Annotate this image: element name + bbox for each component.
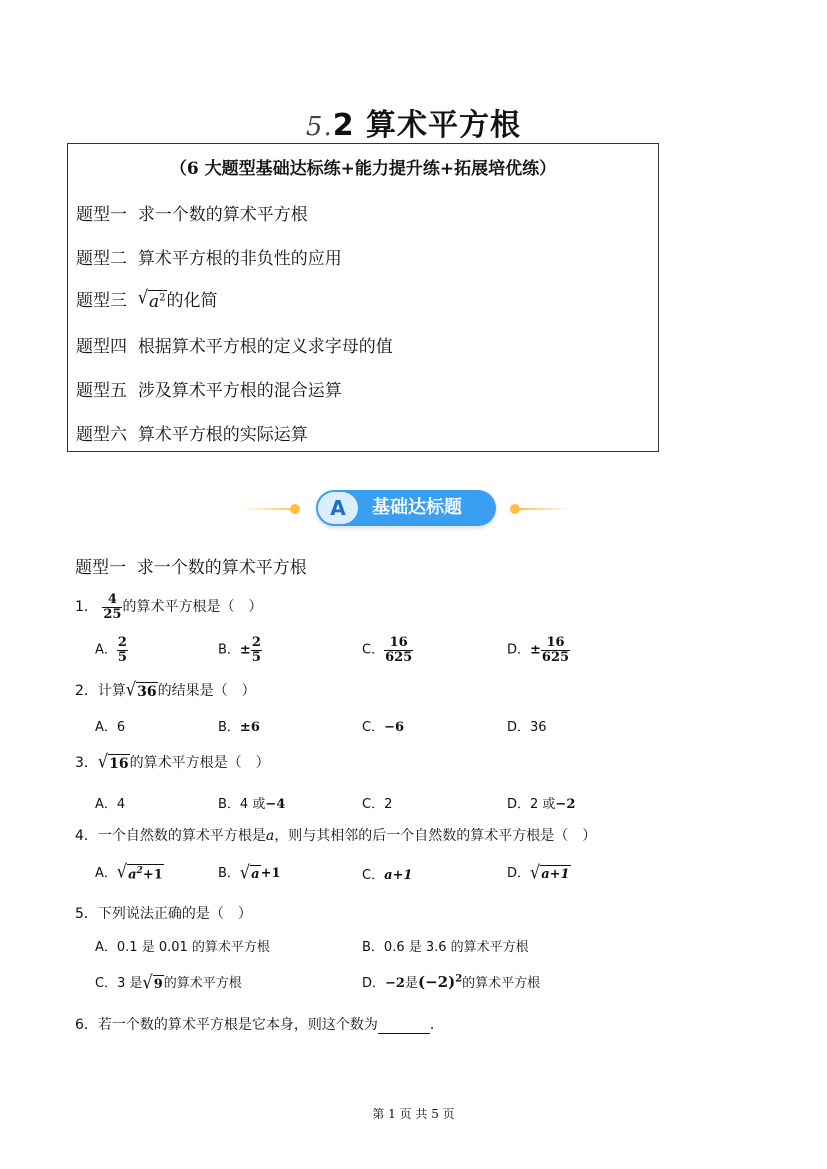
option-label: D．: [507, 866, 531, 881]
option-value: a+1: [384, 868, 413, 883]
title-number: 5.: [305, 112, 333, 142]
option-label: B．: [218, 866, 240, 881]
option-value: −2: [385, 976, 405, 991]
question-prefix: 计算: [97, 683, 126, 699]
question-number: 6．: [75, 1017, 98, 1033]
sqrt-expression: √ $a^2+1$: [116, 860, 163, 883]
radicand: 9: [153, 977, 163, 992]
variable: a: [265, 828, 275, 844]
fraction: [251, 636, 262, 664]
question-number: 4．: [75, 828, 98, 844]
type-label: 题型一: [76, 205, 127, 225]
q3-option-b[interactable]: [218, 793, 285, 812]
radicand: a+1: [541, 867, 570, 882]
radicand: 16: [109, 756, 129, 772]
banner-line-right: [518, 508, 570, 510]
option-label: C．3 是: [95, 976, 143, 991]
question-number: 3．: [75, 755, 98, 771]
type-text: 求一个数的算术平方根: [137, 205, 308, 225]
addend: +1: [142, 867, 163, 883]
question-2: [75, 680, 256, 700]
radicand: a: [251, 867, 260, 882]
q3-option-d[interactable]: [507, 793, 575, 812]
q2-option-b[interactable]: [218, 716, 260, 735]
option-label: C．: [362, 642, 385, 658]
denominator: 625: [385, 649, 413, 665]
option-text: 是: [404, 976, 418, 991]
summary-type-2: [76, 244, 342, 269]
question-number: 1．: [75, 599, 98, 616]
type-label: 题型二: [76, 249, 127, 269]
fraction: [102, 593, 122, 621]
q4-option-c[interactable]: [362, 864, 412, 883]
option-label: C．: [362, 720, 385, 735]
section-banner: [240, 488, 570, 530]
q5-option-d[interactable]: [362, 972, 540, 991]
summary-type-3: [76, 286, 218, 312]
type-text: 算术平方根的非负性的应用: [137, 249, 342, 269]
option-text: 的算术平方根: [462, 976, 541, 991]
question-5: [75, 903, 252, 923]
question-end: ．: [429, 1017, 444, 1033]
summary-type-5: [76, 376, 342, 401]
numerator: 2: [251, 635, 261, 650]
question-text: 的结果是（ ）: [157, 683, 256, 699]
option-label: A．4: [95, 797, 126, 812]
type-text: 算术平方根的实际运算: [137, 425, 308, 445]
answer-blank[interactable]: [378, 1019, 430, 1034]
sign: ±: [530, 642, 541, 658]
question-number: 5．: [75, 906, 98, 922]
numerator: 4: [102, 593, 122, 608]
fraction: [541, 636, 570, 664]
option-label: B．: [218, 720, 240, 735]
q1-option-a[interactable]: [95, 636, 128, 664]
type-label: 题型三: [76, 291, 127, 311]
denominator: 5: [251, 649, 261, 665]
summary-box: [67, 143, 659, 452]
sign: ±: [239, 642, 251, 658]
exponent: 2: [136, 866, 143, 877]
section-heading: [75, 553, 307, 578]
q5-option-a[interactable]: [95, 936, 270, 955]
summary-subtitle: （6 大题型基础达标练+能力提升练+拓展培优练）: [169, 159, 557, 179]
radicand: a: [149, 292, 160, 312]
option-label: D．36: [507, 720, 547, 735]
option-text: B．0.6 是 3.6 的算术平方根: [362, 940, 529, 955]
q1-option-d[interactable]: [507, 636, 570, 664]
option-text: 的算术平方根: [163, 976, 242, 991]
q4-option-b[interactable]: [218, 862, 281, 882]
type-label: 题型五: [76, 381, 127, 401]
option-value: −6: [384, 720, 405, 735]
option-label: C．: [362, 868, 385, 883]
type-label: 题型四: [76, 337, 127, 357]
option-label: C．2: [362, 797, 393, 812]
banner-pill: [316, 490, 496, 526]
option-label: D．: [507, 642, 531, 658]
section-label: 题型一: [75, 558, 126, 578]
addend: +1: [260, 866, 281, 881]
sqrt-expression: √ a+1: [530, 861, 570, 884]
question-text: 下列说法正确的是（ ）: [97, 906, 252, 922]
q2-option-a[interactable]: [95, 716, 125, 735]
radicand: a: [128, 867, 137, 883]
question-4: [75, 825, 596, 845]
summary-type-6: [76, 420, 308, 445]
title-text: 2 算术平方根: [332, 108, 522, 143]
option-value: ±6: [239, 720, 260, 735]
denominator: 25: [103, 606, 122, 622]
numerator: 16: [541, 636, 570, 651]
option-label: A．: [95, 642, 117, 658]
banner-text: 基础达标题: [372, 497, 462, 518]
banner-letter: A: [318, 492, 358, 524]
option-label: A．6: [95, 720, 126, 735]
q3-option-a[interactable]: [95, 793, 125, 812]
option-value: −2: [555, 797, 576, 812]
sqrt-expression: √ a: [239, 861, 260, 884]
question-6: [75, 1014, 444, 1034]
option-label: B．4 或: [218, 797, 266, 812]
question-text: 若一个数的算术平方根是它本身，则这个数为: [97, 1017, 378, 1033]
page-title: [0, 100, 827, 144]
fraction: [117, 636, 128, 664]
option-label: A．: [95, 866, 117, 881]
option-label: D．2 或: [507, 797, 556, 812]
page-footer: 第 1 页 共 5 页: [372, 1107, 455, 1121]
summary-type-4: [76, 332, 393, 357]
sqrt-expression: √ 9: [142, 971, 163, 994]
option-value: −4: [265, 797, 286, 812]
q1-option-b[interactable]: [218, 636, 262, 664]
q5-option-c[interactable]: [95, 972, 242, 992]
q1-option-c[interactable]: [362, 636, 413, 664]
type-label: 题型六: [76, 425, 127, 445]
numerator: 2: [117, 635, 127, 650]
question-text: 一个自然数的算术平方根是: [97, 828, 266, 844]
q2-option-d[interactable]: [507, 716, 547, 735]
type-text: 涉及算术平方根的混合运算: [137, 381, 342, 401]
question-3: [75, 752, 270, 772]
question-text: 的算术平方根是（ ）: [129, 755, 270, 771]
option-label: D．: [362, 976, 386, 991]
parenthesized-value: (−2): [417, 973, 456, 991]
radicand: 36: [137, 684, 157, 700]
option-label: B．: [218, 642, 240, 658]
sqrt-expression: √ 16: [97, 750, 129, 773]
question-text-2: ，则与其相邻的后一个自然数的算术平方根是（ ）: [274, 828, 597, 844]
section-text: 求一个数的算术平方根: [136, 558, 307, 578]
summary-type-1: [76, 200, 308, 225]
type-text: 根据算术平方根的定义求字母的值: [137, 337, 393, 357]
question-text: 的算术平方根是（ ）: [122, 599, 263, 616]
sqrt-expression: √ 36: [125, 678, 157, 701]
q4-option-a[interactable]: [95, 862, 164, 883]
question-1: [75, 593, 262, 621]
sqrt-expression: √ $a^2$: [137, 286, 166, 312]
q2-option-c[interactable]: [362, 716, 404, 735]
question-number: 2．: [75, 683, 98, 699]
denominator: 5: [117, 649, 127, 665]
q5-option-b[interactable]: [362, 936, 529, 955]
denominator: 625: [541, 649, 570, 665]
exponent: 2: [455, 973, 463, 985]
option-text: A．0.1 是 0.01 的算术平方根: [95, 940, 270, 955]
type-text: 的化简: [166, 291, 218, 311]
exponent: 2: [159, 292, 166, 304]
banner-dot-left: [290, 504, 300, 514]
q4-option-d[interactable]: [507, 862, 571, 882]
q3-option-c[interactable]: [362, 793, 392, 812]
fraction: [384, 636, 413, 664]
numerator: 16: [384, 636, 413, 651]
